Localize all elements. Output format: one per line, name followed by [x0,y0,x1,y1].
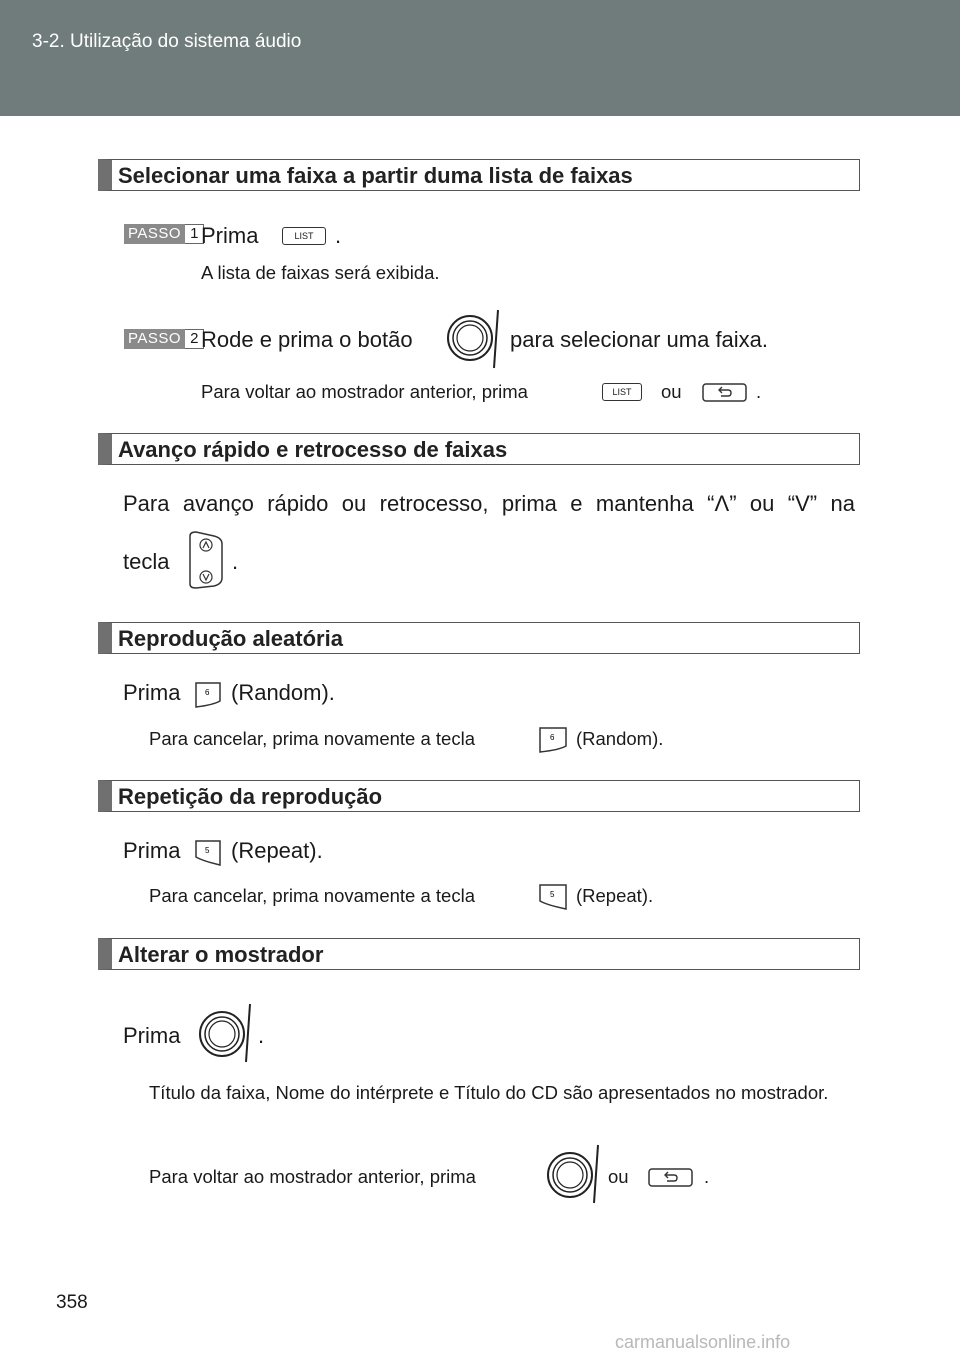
step2-note-or: ou [661,381,682,402]
preset-6-label: 6 [550,733,555,742]
step-badge-2 [124,329,204,349]
s2-line1: Para avanço rápido ou retrocesso, prima e mantenha “Λ” ou “V” na [123,491,855,516]
back-button-icon [648,1167,694,1189]
step2-text: Rode e prima o botão [201,327,413,352]
section-heading-random [98,622,860,654]
s5-description: Título da faixa, Nome do intérprete e Título do CD são apresentados no mostrador. [149,1082,829,1103]
step-number: 1 [185,224,204,244]
step-label: PASSO [124,329,185,349]
page-header [0,0,960,116]
step1-note: A lista de faixas será exibida. [201,262,440,283]
chapter-title: 3-2. Utilização do sistema áudio [32,31,302,52]
step2-note: Para voltar ao mostrador anterior, prima [201,381,528,402]
tune-knob-icon [546,1143,608,1205]
s5-note: Para voltar ao mostrador anterior, prima [149,1166,476,1187]
tune-knob-icon [198,1002,260,1064]
step-label: PASSO [124,224,185,244]
page-number: 358 [56,1292,88,1313]
s3-note-end: (Random). [576,728,664,749]
s5-note-or: ou [608,1166,629,1187]
section-heading-fast-forward [98,433,860,465]
watermark: carmanualsonline.info [615,1332,791,1352]
s2-line2: tecla [123,549,170,574]
section-title: Selecionar uma faixa a partir duma lista de faixas [118,163,633,188]
section-title: Avanço rápido e retrocesso de faixas [118,437,508,462]
step2-text-end: para selecionar uma faixa. [510,327,769,352]
s3-main: Prima [123,680,181,705]
list-button-icon [602,383,642,401]
preset-5-label: 5 [205,846,210,855]
preset-5-button-icon [537,883,569,911]
s4-note-end: (Repeat). [576,885,654,906]
list-button-label: LIST [612,387,632,397]
preset-6-button-icon [537,726,569,754]
preset-5-button-icon [193,839,223,867]
step1-text-end: . [335,223,342,248]
list-button-icon [282,227,326,245]
section-heading-select-track [98,159,860,191]
s5-main-end: . [258,1023,265,1048]
section-title: Reprodução aleatória [118,626,343,651]
preset-6-button-icon [193,681,223,709]
s3-main-end: (Random). [231,680,335,705]
s4-main: Prima [123,838,181,863]
section-heading-repeat [98,780,860,812]
preset-5-label: 5 [550,890,555,899]
s5-note-end: . [704,1166,710,1187]
preset-6-label: 6 [205,688,210,697]
step-number: 2 [185,329,204,349]
s3-note: Para cancelar, prima novamente a tecla [149,728,475,749]
section-title: Repetição da reprodução [118,784,383,809]
s5-main: Prima [123,1023,181,1048]
section-title: Alterar o mostrador [118,942,324,967]
step2-note-end: . [756,381,762,402]
step1-text: Prima [201,223,259,248]
section-heading-display [98,938,860,970]
s4-note: Para cancelar, prima novamente a tecla [149,885,475,906]
back-button-icon [702,382,748,404]
list-button-label: LIST [294,231,314,241]
step-badge-1 [124,224,204,244]
s2-line2-end: . [232,549,239,574]
s4-main-end: (Repeat). [231,838,323,863]
seek-rocker-icon [186,530,226,590]
tune-knob-icon [446,308,508,370]
